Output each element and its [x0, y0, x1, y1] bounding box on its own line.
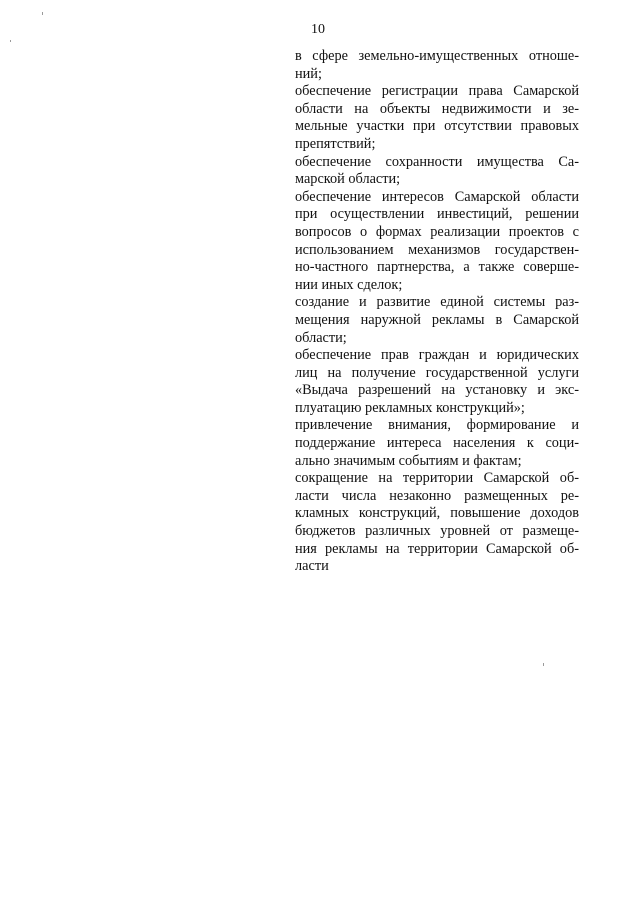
text-line: при осуществлении инвестиций, решении [295, 206, 579, 223]
text-line: обеспечение интересов Самарской области [295, 188, 579, 205]
text-line: привлечение внимания, формирование и [295, 417, 579, 434]
text-line: области; [295, 329, 347, 346]
text-line: ния рекламы на территории Самарской об- [295, 540, 579, 557]
page-number: 10 [311, 22, 325, 37]
text-line: мещения наружной рекламы в Самарской [295, 311, 579, 328]
text-line: области на объекты недвижимости и зе- [295, 100, 579, 117]
text-line: обеспечение прав граждан и юридических [295, 347, 579, 364]
text-line: обеспечение сохранности имущества Са- [295, 153, 579, 170]
text-line: плуатацию рекламных конструкций»; [295, 399, 525, 416]
scan-speck [543, 663, 544, 666]
scan-speck [42, 12, 43, 15]
text-line: сокращение на территории Самарской об- [295, 470, 579, 487]
text-line: ласти [295, 558, 329, 575]
text-line: в сфере земельно-имущественных отноше- [295, 48, 579, 64]
text-line: использованием механизмов государствен- [295, 241, 579, 258]
text-line: вопросов о формах реализации проектов с [295, 223, 579, 240]
scan-speck [10, 40, 11, 42]
text-line: «Выдача разрешений на установку и экс- [295, 382, 579, 399]
text-line: нии иных сделок; [295, 276, 403, 293]
text-line: но-частного партнерства, а также соверше- [295, 259, 579, 276]
text-line: ально значимым событиям и фактам; [295, 452, 522, 469]
text-line: ний; [295, 65, 322, 82]
text-line: поддержание интереса населения к соци- [295, 435, 579, 452]
body-text [295, 48, 579, 576]
text-line: бюджетов различных уровней от размеще- [295, 523, 579, 540]
text-line: кламных конструкций, повышение доходов [295, 505, 579, 522]
text-line: ласти числа незаконно размещенных ре- [295, 487, 579, 504]
text-line: создание и развитие единой системы раз- [295, 294, 579, 311]
text-line: препятствий; [295, 135, 376, 152]
text-line: лиц на получение государственной услуги [295, 364, 579, 381]
text-line: обеспечение регистрации права Самарской [295, 83, 579, 100]
text-line: марской области; [295, 171, 401, 188]
text-line: мельные участки при отсутствии правовых [295, 118, 579, 135]
